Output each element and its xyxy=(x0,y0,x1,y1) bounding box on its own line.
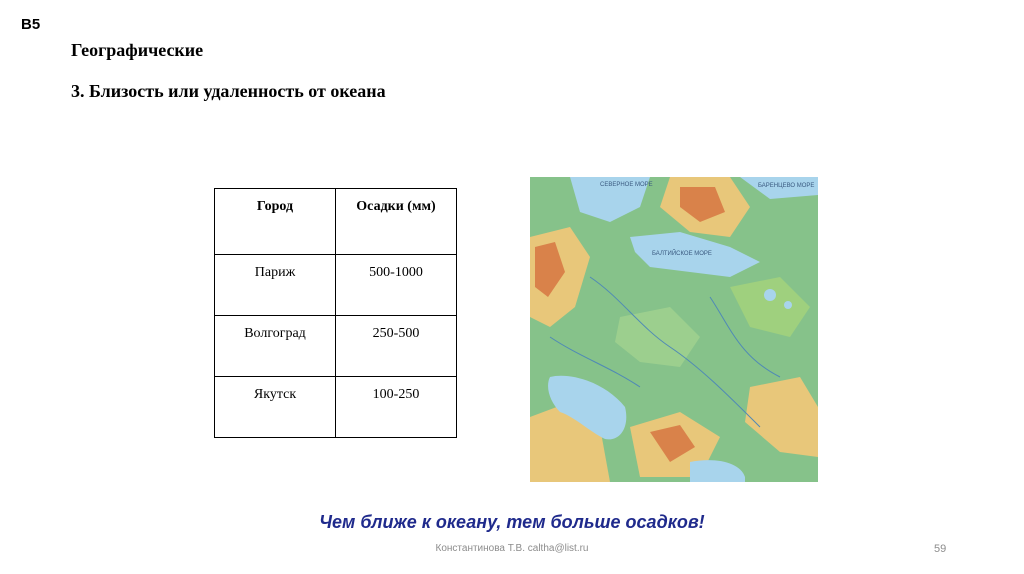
map-label: БАЛТИЙСКОЕ МОРЕ xyxy=(652,251,712,257)
slide-heading: Географические xyxy=(71,40,204,60)
map-label: БАРЕНЦЕВО МОРЕ xyxy=(758,183,815,189)
city-cell: Волгоград xyxy=(215,316,336,377)
slide-subheading: 3. Близость или удаленность от океана xyxy=(71,81,386,101)
precip-cell: 100-250 xyxy=(336,377,457,438)
precipitation-table xyxy=(214,188,457,438)
map-label: СЕВЕРНОЕ МОРЕ xyxy=(600,182,653,188)
city-cell: Париж xyxy=(215,255,336,316)
europe-physical-map xyxy=(530,177,818,482)
slide-tag: B5 xyxy=(21,16,41,33)
page-number: 59 xyxy=(934,543,947,555)
footer-author: Константинова Т.В. caltha@list.ru xyxy=(435,543,589,554)
city-cell: Якутск xyxy=(215,377,336,438)
table-row xyxy=(215,377,457,438)
header-precipitation: Осадки (мм) xyxy=(336,189,457,255)
table-row xyxy=(215,255,457,316)
table-header-row xyxy=(215,189,457,255)
physical-map-icon xyxy=(530,177,818,482)
table-row xyxy=(215,316,457,377)
precip-cell: 250-500 xyxy=(336,316,457,377)
precip-cell: 500-1000 xyxy=(336,255,457,316)
header-city: Город xyxy=(215,189,336,255)
conclusion-text: Чем ближе к океану, тем больше осадков! xyxy=(319,512,705,532)
